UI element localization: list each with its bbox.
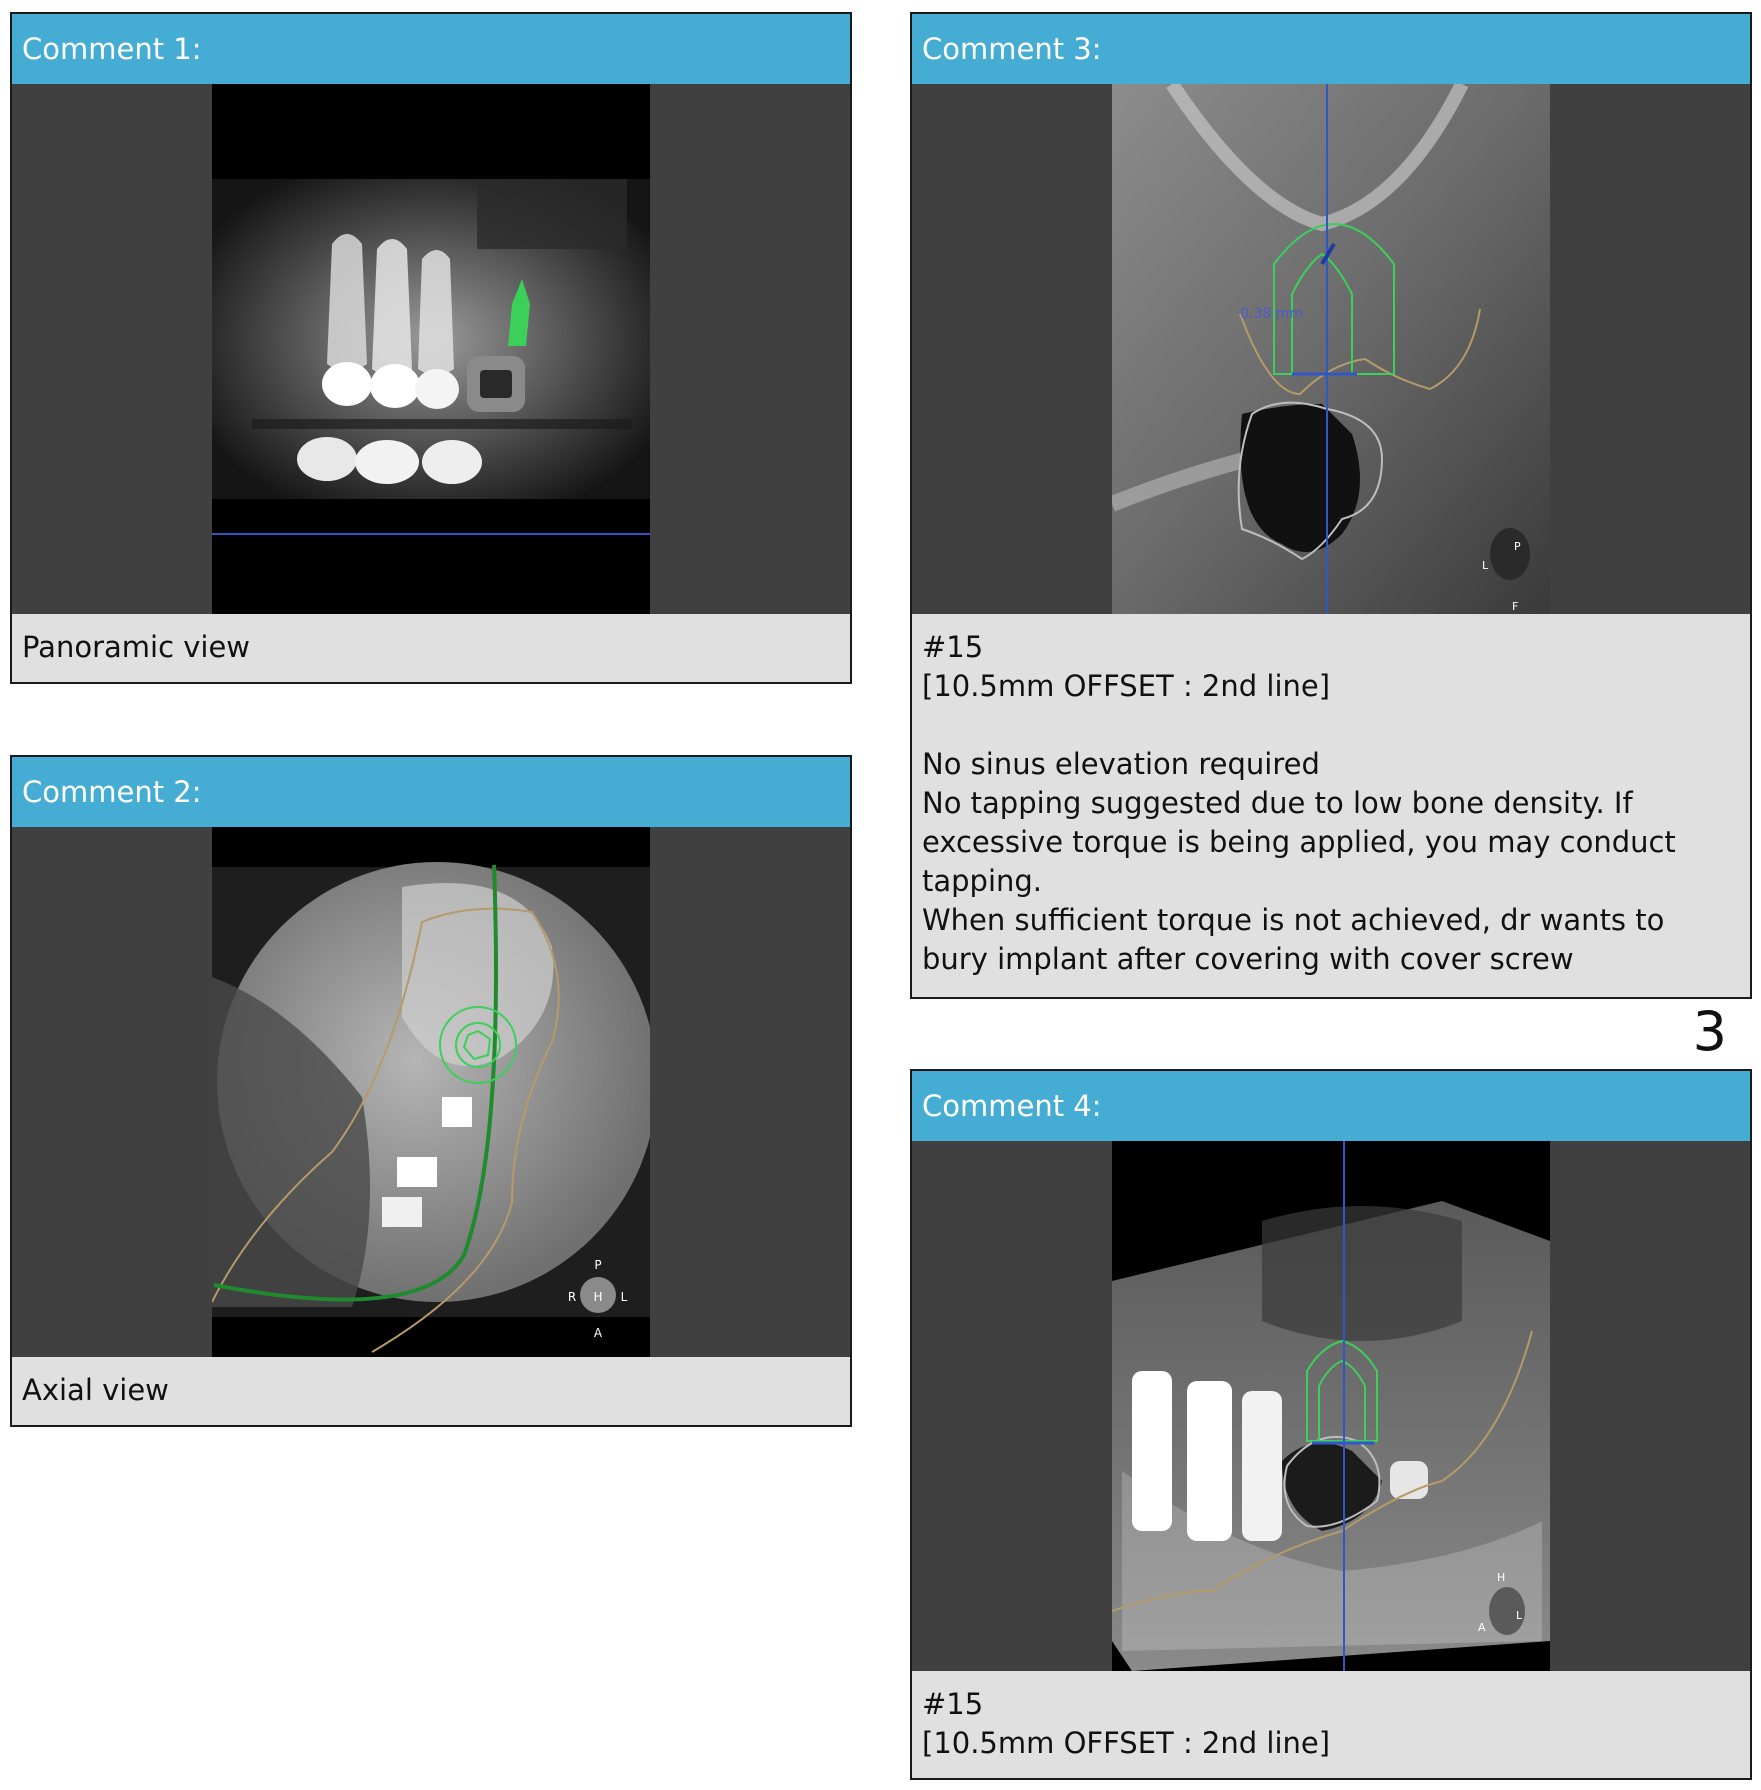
orientation-label-a: A <box>593 1326 603 1340</box>
orientation-label-r: R <box>567 1290 577 1304</box>
orientation-label-l: L <box>620 1290 628 1304</box>
comment-header-4: Comment 4: <box>912 1071 1750 1141</box>
comment-caption-4: #15 [10.5mm OFFSET : 2nd line] <box>922 1687 1331 1760</box>
comment-caption-1: Panoramic view <box>22 630 251 664</box>
orientation-label-f: F <box>1512 600 1519 613</box>
tangential-image-area <box>912 1141 1750 1671</box>
orientation-label-a: A <box>1478 1621 1486 1634</box>
orientation-label-l: L <box>1482 559 1489 572</box>
measurement-label: 0.38 mm <box>1240 306 1303 322</box>
cross-section-ct-image <box>1112 84 1550 614</box>
orientation-label-l: L <box>1516 1609 1523 1622</box>
cross-section-image-area <box>912 84 1750 614</box>
orientation-label-p: P <box>1514 540 1521 553</box>
axial-image-area <box>12 827 850 1357</box>
page-number: 3 <box>1692 1000 1727 1063</box>
axial-ct-image <box>212 827 650 1357</box>
comment-header-2: Comment 2: <box>12 757 850 827</box>
comment-caption-3: #15 [10.5mm OFFSET : 2nd line] No sinus elevation required No tapping suggested due to low bone density. If excessive torque is being applied, you may conduct tapping. When sufficient torque is not achieved, dr wants to bury implant after covering with cover screw <box>922 630 1676 976</box>
comment-panel-2 <box>10 755 852 1427</box>
comment-header-3: Comment 3: <box>912 14 1750 84</box>
tangential-ct-image <box>1112 1141 1550 1671</box>
comment-panel-3 <box>910 12 1752 999</box>
orientation-label-h: H <box>1497 1571 1506 1584</box>
orientation-label-p: P <box>594 1258 602 1272</box>
comment-header-1: Comment 1: <box>12 14 850 84</box>
comment-panel-4 <box>910 1069 1752 1780</box>
orientation-head-icon <box>1490 528 1530 580</box>
panoramic-image-area <box>12 84 850 614</box>
panoramic-xray-image <box>212 84 650 614</box>
orientation-label-h: H <box>593 1290 603 1304</box>
comment-caption-2: Axial view <box>22 1373 169 1407</box>
comment-panel-1 <box>10 12 852 684</box>
